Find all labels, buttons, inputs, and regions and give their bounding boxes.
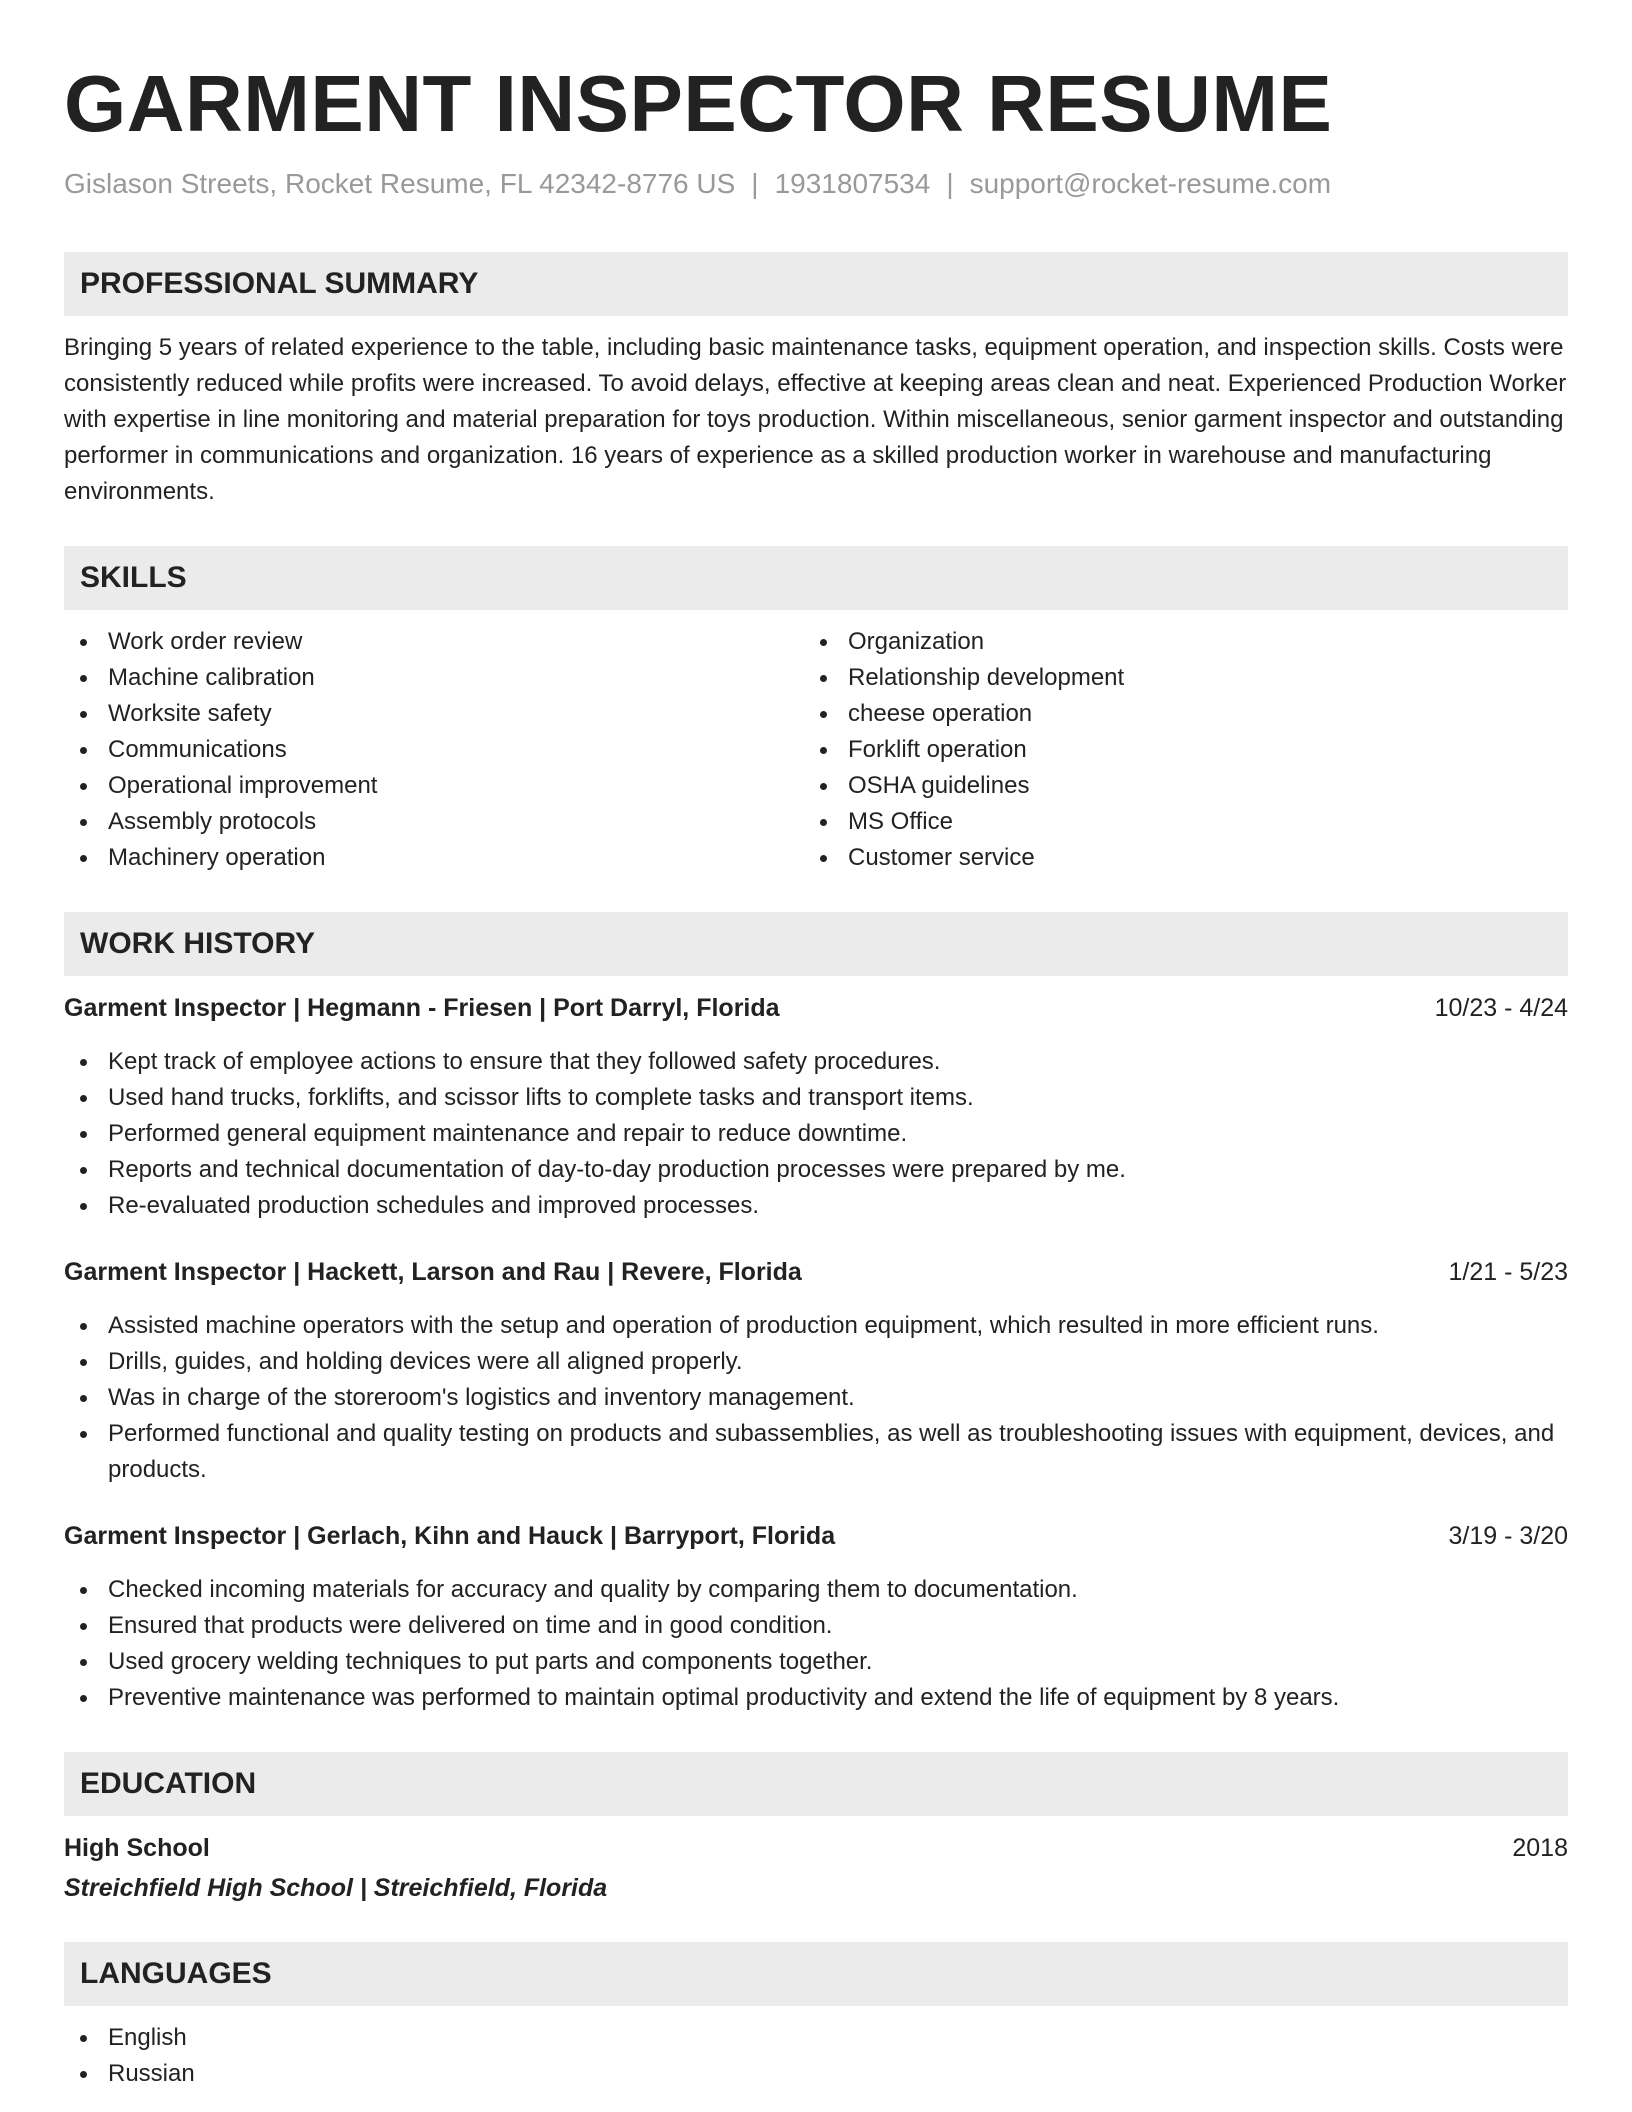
job-bullet: Ensured that products were delivered on time and in good condition. <box>64 1608 1568 1644</box>
job-header <box>64 1518 1568 1554</box>
education-entry <box>64 1830 1568 1906</box>
contact-phone: 1931807534 <box>774 168 931 199</box>
education-year: 2018 <box>1512 1834 1568 1862</box>
contact-line <box>64 166 1568 202</box>
summary-text: Bringing 5 years of related experience to the table, including basic maintenance tasks, equipment operation, and inspection skills. Costs were consistently reduced while profits were increased. To avoid delays, effective at keeping areas clean and neat. Experienced Production Worker with expertise in line monitoring and material preparation for toys production. Within miscellaneous, senior garment inspector and outstanding performer in communications and organization. 16 years of experience as a skilled production worker in warehouse and manufacturing environments. <box>64 334 1567 505</box>
job-title: Garment Inspector | Hegmann - Friesen | Port Darryl, Florida <box>64 994 780 1022</box>
job-bullet: Preventive maintenance was performed to maintain optimal productivity and extend the life of equipment by 8 years. <box>64 1680 1568 1716</box>
skill-item: Organization <box>804 624 1544 660</box>
education-heading: EDUCATION <box>64 1752 1568 1816</box>
skill-item: Worksite safety <box>64 696 804 732</box>
job-bullet: Performed functional and quality testing on products and subassemblies, as well as troubleshooting issues with equipment, devices, and products. <box>64 1416 1568 1488</box>
job-bullet: Reports and technical documentation of day-to-day production processes were prepared by me. <box>64 1152 1568 1188</box>
education-school: Streichfield High School | Streichfield, Florida <box>64 1874 608 1902</box>
skill-item: Communications <box>64 732 804 768</box>
job-dates: 1/21 - 5/23 <box>1448 1258 1568 1286</box>
job-dates: 10/23 - 4/24 <box>1434 994 1568 1022</box>
job-entry <box>64 1518 1568 1716</box>
skills-list <box>64 624 1568 876</box>
language-item: Russian <box>64 2056 1568 2092</box>
skill-item: Work order review <box>64 624 804 660</box>
contact-separator: | <box>751 168 759 199</box>
job-bullets <box>64 1308 1568 1488</box>
languages-list <box>64 2020 1568 2092</box>
skill-item: MS Office <box>804 804 1544 840</box>
job-bullet: Was in charge of the storeroom's logistics and inventory management. <box>64 1380 1568 1416</box>
contact-email: support@rocket-resume.com <box>969 168 1332 199</box>
summary-heading: PROFESSIONAL SUMMARY <box>64 252 1568 316</box>
skills-heading: SKILLS <box>64 546 1568 610</box>
job-entry <box>64 1254 1568 1488</box>
skills-column-right <box>804 624 1544 876</box>
job-bullet: Used hand trucks, forklifts, and scissor lifts to complete tasks and transport items. <box>64 1080 1568 1116</box>
job-header <box>64 1254 1568 1290</box>
skill-item: Machinery operation <box>64 840 804 876</box>
skill-item: Operational improvement <box>64 768 804 804</box>
job-title: Garment Inspector | Hackett, Larson and Rau | Revere, Florida <box>64 1258 802 1286</box>
skill-item: OSHA guidelines <box>804 768 1544 804</box>
skills-column-left <box>64 624 804 876</box>
education-degree: High School <box>64 1834 210 1862</box>
resume-title: GARMENT INSPECTOR RESUME <box>64 59 1333 148</box>
skill-item: Machine calibration <box>64 660 804 696</box>
education-row <box>64 1830 1568 1866</box>
work-history-heading: WORK HISTORY <box>64 912 1568 976</box>
job-bullets <box>64 1572 1568 1716</box>
skill-item: Forklift operation <box>804 732 1544 768</box>
contact-address: Gislason Streets, Rocket Resume, FL 42342-8776 US <box>64 168 736 199</box>
skill-item: Relationship development <box>804 660 1544 696</box>
job-bullets <box>64 1044 1568 1224</box>
job-bullet: Drills, guides, and holding devices were all aligned properly. <box>64 1344 1568 1380</box>
job-bullet: Assisted machine operators with the setup and operation of production equipment, which resulted in more efficient runs. <box>64 1308 1568 1344</box>
job-header <box>64 990 1568 1026</box>
skill-item: Customer service <box>804 840 1544 876</box>
language-item: English <box>64 2020 1568 2056</box>
skill-item: Assembly protocols <box>64 804 804 840</box>
skill-item: cheese operation <box>804 696 1544 732</box>
job-bullet: Checked incoming materials for accuracy and quality by comparing them to documentation. <box>64 1572 1568 1608</box>
contact-separator: | <box>946 168 954 199</box>
job-bullet: Used grocery welding techniques to put parts and components together. <box>64 1644 1568 1680</box>
job-dates: 3/19 - 3/20 <box>1448 1522 1568 1550</box>
job-bullet: Performed general equipment maintenance and repair to reduce downtime. <box>64 1116 1568 1152</box>
job-bullet: Kept track of employee actions to ensure that they followed safety procedures. <box>64 1044 1568 1080</box>
job-bullet: Re-evaluated production schedules and improved processes. <box>64 1188 1568 1224</box>
job-entry <box>64 990 1568 1224</box>
job-title: Garment Inspector | Gerlach, Kihn and Hauck | Barryport, Florida <box>64 1522 836 1550</box>
languages-heading: LANGUAGES <box>64 1942 1568 2006</box>
